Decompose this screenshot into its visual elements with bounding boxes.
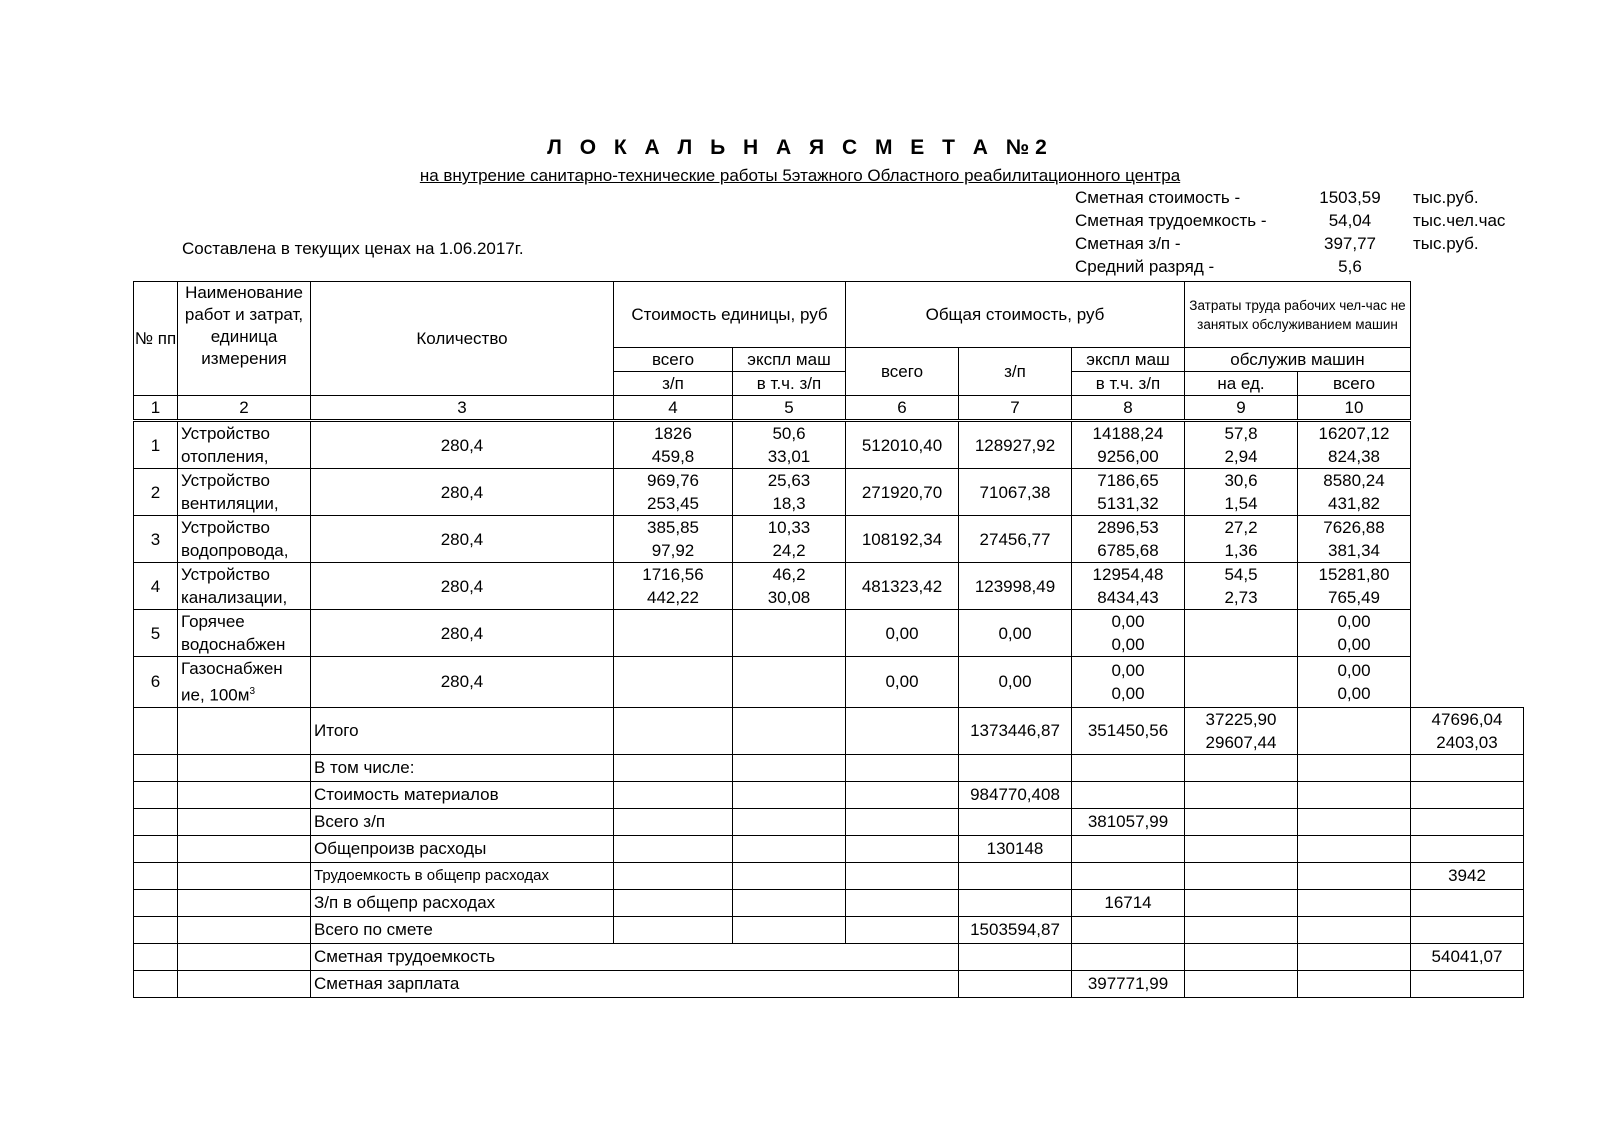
cell: 0,00	[1111, 612, 1145, 631]
summary-cost-value: 1503,59	[1319, 188, 1381, 207]
header-serv: обслужив машин	[1185, 348, 1411, 372]
row-num: 6	[134, 657, 178, 708]
cell	[733, 610, 846, 657]
overhead-value: 130148	[959, 835, 1072, 862]
cell	[1185, 610, 1298, 657]
cell: 14188,24	[1092, 424, 1164, 443]
header-labor: Затраты труда рабочих чел-час не занятых обслуживанием машин	[1185, 282, 1411, 348]
cell: 969,76	[647, 471, 699, 490]
row-name: отопления,	[181, 447, 269, 466]
summary-salary-value: 397,77	[1324, 234, 1376, 253]
cell: 512010,40	[846, 421, 959, 469]
cell: 9256,00	[1097, 447, 1159, 466]
table-row	[134, 657, 1524, 708]
cell: 1,54	[1224, 494, 1258, 513]
itogo-label: Итого	[311, 707, 614, 754]
labor-overhead-value: 3942	[1411, 862, 1524, 889]
cell: 7626,88	[1323, 518, 1385, 537]
row-num: 5	[134, 610, 178, 657]
cell: 271920,70	[846, 469, 959, 516]
cell: 0,00	[959, 610, 1072, 657]
cell: 0,00	[1337, 683, 1371, 703]
header-qty: Количество	[311, 282, 614, 396]
zp-value: 381057,99	[1072, 808, 1185, 835]
summary-labor-label: Сметная трудоемкость -	[1075, 211, 1267, 230]
cell: 54,5	[1224, 565, 1258, 584]
row-name: Устройство	[181, 471, 270, 490]
row-num: 4	[134, 563, 178, 610]
cell	[178, 707, 311, 754]
superscript: 3	[249, 686, 256, 697]
cell	[614, 707, 733, 754]
totals-row	[134, 889, 1524, 916]
cell: 1,36	[1224, 541, 1258, 560]
cell: 30,08	[767, 588, 811, 607]
blank	[1411, 516, 1524, 563]
cell: 128927,92	[959, 421, 1072, 469]
header-total-cost: Общая стоимость, руб	[846, 282, 1185, 348]
cell: 0,00	[1111, 683, 1145, 703]
overhead-label: Общепроизв расходы	[311, 835, 614, 862]
incl-label: В том числе:	[311, 754, 614, 781]
cell: 27,2	[1224, 518, 1258, 537]
header-blank	[1411, 372, 1524, 396]
itogo-labor-mach: 2403,03	[1436, 732, 1498, 752]
col-num-1: 1	[134, 396, 178, 421]
cell: 0,00	[959, 657, 1072, 708]
itogo-mach: 37225,90	[1205, 709, 1277, 729]
materials-label: Стоимость материалов	[311, 781, 614, 808]
table-row	[134, 610, 1524, 657]
cell: 57,8	[1224, 424, 1258, 443]
row-name: канализации,	[181, 588, 288, 607]
row-qty: 280,4	[311, 610, 614, 657]
cell: 442,22	[647, 588, 699, 607]
header-total-mach-zp: в т.ч. з/п	[1072, 372, 1185, 396]
cell: 5131,32	[1097, 494, 1159, 513]
total-label: Всего по смете	[311, 916, 614, 943]
zp-overhead-value: 16714	[1072, 889, 1185, 916]
materials-value: 984770,408	[959, 781, 1072, 808]
document-title: Л О К А Л Ь Н А Я С М Е Т А №2	[547, 136, 1053, 159]
cell: 765,49	[1328, 588, 1380, 607]
est-labor-value: 54041,07	[1411, 943, 1524, 970]
totals-row	[134, 808, 1524, 835]
cell: 385,85	[647, 518, 699, 537]
table-row	[134, 516, 1524, 563]
header-unit-all: всего	[614, 348, 733, 372]
cell: 0,00	[846, 657, 959, 708]
blank	[1411, 610, 1524, 657]
totals-row	[134, 707, 1524, 754]
itogo-mach-zp: 29607,44	[1205, 732, 1277, 752]
row-name: Устройство	[181, 424, 270, 443]
totals-row	[134, 970, 1524, 997]
header-unit-zp: з/п	[614, 372, 733, 396]
header-all: всего	[1298, 372, 1411, 396]
cell: 18,3	[772, 494, 806, 513]
header-num: № пп	[134, 282, 178, 396]
col-num-10: 10	[1298, 396, 1411, 421]
summary-cost-label: Сметная стоимость -	[1075, 188, 1241, 207]
table-row	[134, 421, 1524, 469]
totals-row	[134, 754, 1524, 781]
cell: 15281,80	[1318, 565, 1390, 584]
col-num-2: 2	[178, 396, 311, 421]
cell: 16207,12	[1318, 424, 1390, 443]
totals-row	[134, 943, 1524, 970]
header-per-unit: на ед.	[1185, 372, 1298, 396]
row-name: Горячее	[181, 612, 245, 631]
col-num-9: 9	[1185, 396, 1298, 421]
cell: 2896,53	[1097, 518, 1159, 537]
cell: 481323,42	[846, 563, 959, 610]
totals-row	[134, 781, 1524, 808]
summary-labor-value: 54,04	[1328, 211, 1372, 230]
totals-row	[134, 835, 1524, 862]
cell: 97,92	[651, 541, 695, 560]
estimate-table	[133, 281, 1524, 998]
cell: 253,45	[647, 494, 699, 513]
row-name: Устройство	[181, 565, 270, 584]
blank	[1411, 421, 1524, 469]
cell: 27456,77	[959, 516, 1072, 563]
cell: 108192,34	[846, 516, 959, 563]
cell: 25,63	[767, 471, 811, 490]
header-unit-cost: Стоимость единицы, руб	[614, 282, 846, 348]
table-row	[134, 563, 1524, 610]
row-num: 3	[134, 516, 178, 563]
totals-row	[134, 916, 1524, 943]
row-name: водопровода,	[181, 541, 289, 560]
header-total-zp: з/п	[959, 348, 1072, 396]
cell	[1298, 707, 1411, 754]
cell: 46,2	[772, 565, 806, 584]
col-num-4: 4	[614, 396, 733, 421]
col-num-8: 8	[1072, 396, 1185, 421]
zp-label: Всего з/п	[311, 808, 614, 835]
row-qty: 280,4	[311, 657, 614, 708]
row-qty: 280,4	[311, 421, 614, 469]
labor-overhead-label: Трудоемкость в общепр расходах	[311, 862, 614, 889]
totals-row	[134, 862, 1524, 889]
cell: 0,00	[1111, 660, 1145, 680]
blank	[1411, 657, 1524, 708]
col-num-5: 5	[733, 396, 846, 421]
header-name: Наименование работ и затрат, единица измерения	[178, 282, 311, 396]
document-subtitle: на внутрение санитарно-технические работы 5этажного Областного реабилитационного центра	[419, 166, 1181, 185]
row-num: 1	[134, 421, 178, 469]
summary-cost-unit: тыс.руб.	[1413, 188, 1479, 207]
header-blank	[1411, 282, 1524, 348]
row-qty: 280,4	[311, 563, 614, 610]
row-name: водоснабжен	[181, 635, 286, 654]
cell: 123998,49	[959, 563, 1072, 610]
cell: 71067,38	[959, 469, 1072, 516]
cell	[733, 707, 846, 754]
blank	[1411, 469, 1524, 516]
summary-salary-unit: тыс.руб.	[1413, 234, 1479, 253]
header-unit-mach-zp: в т.ч. з/п	[733, 372, 846, 396]
cell: 8580,24	[1323, 471, 1385, 490]
cell	[614, 610, 733, 657]
row-name: Устройство	[181, 518, 270, 537]
cell	[846, 707, 959, 754]
itogo-labor: 47696,04	[1431, 709, 1503, 729]
cell: 0,00	[1111, 635, 1145, 654]
row-qty: 280,4	[311, 516, 614, 563]
col-num-6: 6	[846, 396, 959, 421]
row-name: Газоснабжен	[181, 659, 283, 678]
itogo-total: 1373446,87	[959, 707, 1072, 754]
header-total-mach: экспл маш	[1072, 348, 1185, 372]
est-salary-label: Сметная зарплата	[311, 970, 959, 997]
summary-grade-value: 5,6	[1338, 257, 1362, 276]
cell: 824,38	[1328, 447, 1380, 466]
itogo-zp: 351450,56	[1072, 707, 1185, 754]
col-num-7: 7	[959, 396, 1072, 421]
cell: 0,00	[1337, 660, 1371, 680]
cell: 0,00	[1337, 635, 1371, 654]
cell: 1716,56	[642, 565, 704, 584]
cell: 10,33	[767, 518, 811, 537]
row-name: вентиляции,	[181, 494, 279, 513]
cell	[1185, 657, 1298, 708]
row-qty: 280,4	[311, 469, 614, 516]
cell: 30,6	[1224, 471, 1258, 490]
cell	[614, 657, 733, 708]
cell: 431,82	[1328, 494, 1380, 513]
header-blank	[1411, 396, 1524, 421]
summary-grade-label: Средний разряд -	[1075, 257, 1215, 276]
col-num-3: 3	[311, 396, 614, 421]
row-num: 2	[134, 469, 178, 516]
cell: 12954,48	[1092, 565, 1164, 584]
cell: 2,94	[1224, 447, 1258, 466]
cell: 459,8	[651, 447, 695, 466]
cell: 7186,65	[1097, 471, 1159, 490]
header-unit-mach: экспл маш	[733, 348, 846, 372]
cell: 33,01	[767, 447, 811, 466]
zp-overhead-label: З/п в общепр расходах	[311, 889, 614, 916]
blank	[1411, 563, 1524, 610]
cell: 2,73	[1224, 588, 1258, 607]
cell: 0,00	[846, 610, 959, 657]
cell: 24,2	[772, 541, 806, 560]
est-labor-label: Сметная трудоемкость	[311, 943, 959, 970]
cell: 1826	[654, 424, 692, 443]
cell	[134, 707, 178, 754]
cell: 8434,43	[1097, 588, 1159, 607]
cell	[733, 657, 846, 708]
cell: 381,34	[1328, 541, 1380, 560]
est-salary-value: 397771,99	[1072, 970, 1185, 997]
prices-note: Составлена в текущих ценах на 1.06.2017г.	[182, 239, 524, 258]
cell: 6785,68	[1097, 541, 1159, 560]
total-value: 1503594,87	[959, 916, 1072, 943]
summary-salary-label: Сметная з/п -	[1075, 234, 1181, 253]
cell: 50,6	[772, 424, 806, 443]
row-name: ие, 100м	[181, 685, 250, 705]
header-blank	[1411, 348, 1524, 372]
cell: 0,00	[1337, 612, 1371, 631]
summary-labor-unit: тыс.чел.час	[1413, 211, 1506, 230]
header-total-all: всего	[846, 348, 959, 396]
table-row	[134, 469, 1524, 516]
